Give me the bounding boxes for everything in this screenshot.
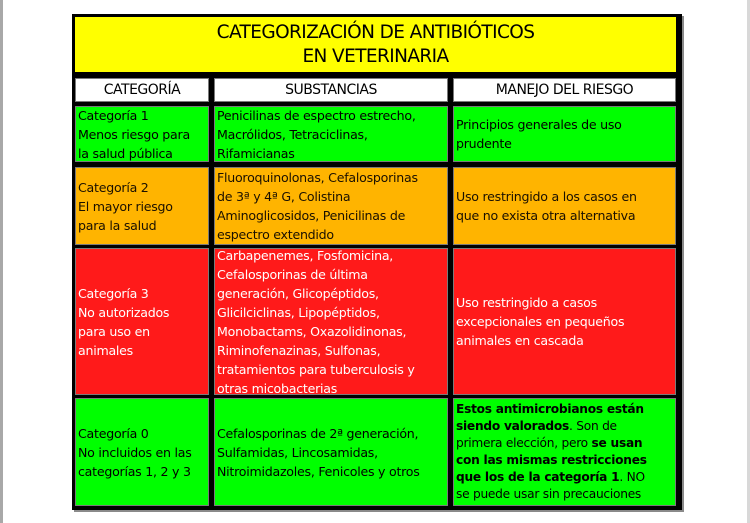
category-name: Categoría 3 <box>78 285 149 301</box>
table-title <box>75 17 676 72</box>
title-line-1: CATEGORIZACIÓN DE ANTIBIÓTICOS <box>216 22 535 43</box>
row-4-category <box>75 398 209 506</box>
substance-line: otras micobacterias <box>217 380 338 396</box>
risk-line: que no exista otra alternativa <box>456 208 636 223</box>
risk-emphasis: con las mismas restricciones <box>456 453 647 467</box>
row-2-category <box>75 167 209 245</box>
risk-line: excepcionales en pequeños <box>456 314 625 329</box>
substance-line: Monobactams, Oxazolidinonas, <box>217 323 407 339</box>
risk-line <box>456 418 673 435</box>
risk-line <box>456 486 673 503</box>
row-1-substances <box>214 106 448 162</box>
category-desc-line: animales <box>78 342 133 358</box>
risk-line: Uso restringido a los casos en <box>456 189 637 204</box>
header-categoria-label: CATEGORÍA <box>103 81 181 98</box>
substance-line: Sulfamidas, Lincosamidas, <box>217 444 378 460</box>
category-desc-line: Menos riesgo para <box>78 126 190 142</box>
category-name: Categoría 2 <box>78 179 149 195</box>
category-name: Categoría 1 <box>78 107 149 123</box>
risk-text: . Son de <box>569 419 617 433</box>
row-1-category <box>75 106 209 162</box>
row-2-risk <box>453 167 676 245</box>
category-desc-line: para la salud <box>78 217 157 233</box>
category-desc-line: la salud pública <box>78 145 173 161</box>
substance-line: Cefalosporinas de 2ª generación, <box>217 425 419 441</box>
risk-line: prudente <box>456 136 512 151</box>
antibiotics-table <box>72 14 682 510</box>
header-categoria <box>75 78 209 102</box>
row-1-risk <box>453 106 676 162</box>
header-manejo <box>453 78 676 102</box>
category-desc-line: categorías 1, 2 y 3 <box>78 463 191 479</box>
header-substancias <box>214 78 448 102</box>
window-left-edge <box>0 0 3 523</box>
risk-line: Principios generales de uso <box>456 117 622 132</box>
row-4-substances <box>214 398 448 506</box>
substance-line: Nitroimidazoles, Fenicoles y otros <box>217 463 420 479</box>
risk-line <box>456 401 673 418</box>
title-line-2: EN VETERINARIA <box>302 46 449 67</box>
row-4-risk <box>453 398 676 506</box>
risk-line <box>456 435 673 452</box>
header-manejo-label: MANEJO DEL RIESGO <box>495 81 634 98</box>
risk-line: Uso restringido a casos <box>456 295 597 310</box>
substance-line: Fluoroquinolonas, Cefalosporinas <box>217 170 418 185</box>
row-3-category <box>75 248 209 395</box>
risk-text: . NO <box>619 470 645 484</box>
substance-line: Glicilciclinas, Lipopéptidos, <box>217 304 380 320</box>
category-desc-line: No incluidos en las <box>78 444 192 460</box>
substance-line: espectro extendido <box>217 227 334 242</box>
risk-emphasis: Estos antimicrobianos están <box>456 402 644 416</box>
risk-emphasis: siendo valorados <box>456 419 570 433</box>
risk-text: se puede usar sin precauciones <box>456 487 642 501</box>
risk-line: animales en cascada <box>456 333 584 348</box>
row-3-substances <box>214 248 448 395</box>
category-name: Categoría 0 <box>78 425 149 441</box>
substance-line: Penicilinas de espectro estrecho, <box>217 107 416 123</box>
substance-line: Cefalosporinas de última <box>217 266 368 282</box>
substance-line: Aminoglicosidos, Penicilinas de <box>217 208 406 223</box>
risk-emphasis: que los de la categoría 1 <box>456 470 620 484</box>
header-substancias-label: SUBSTANCIAS <box>285 81 377 98</box>
substance-line: tratamientos para tuberculosis y <box>217 361 415 377</box>
row-2-substances <box>214 167 448 245</box>
risk-emphasis: se usan <box>591 436 643 450</box>
risk-text: primera elección, pero <box>456 436 592 450</box>
substance-line: Riminofenazinas, Sulfonas, <box>217 342 381 358</box>
category-desc-line: El mayor riesgo <box>78 198 173 214</box>
row-3-risk <box>453 248 676 395</box>
category-desc-line: No autorizados <box>78 304 170 320</box>
risk-line <box>456 452 673 469</box>
substance-line: Rifamicianas <box>217 145 295 161</box>
substance-line: generación, Glicopéptidos, <box>217 285 379 301</box>
category-desc-line: para uso en <box>78 323 150 339</box>
substance-line: de 3ª y 4ª G, Colistina <box>217 189 351 204</box>
risk-line <box>456 469 673 486</box>
substance-line: Carbapenemes, Fosfomicina, <box>217 247 394 263</box>
substance-line: Macrólidos, Tetraciclinas, <box>217 126 368 142</box>
